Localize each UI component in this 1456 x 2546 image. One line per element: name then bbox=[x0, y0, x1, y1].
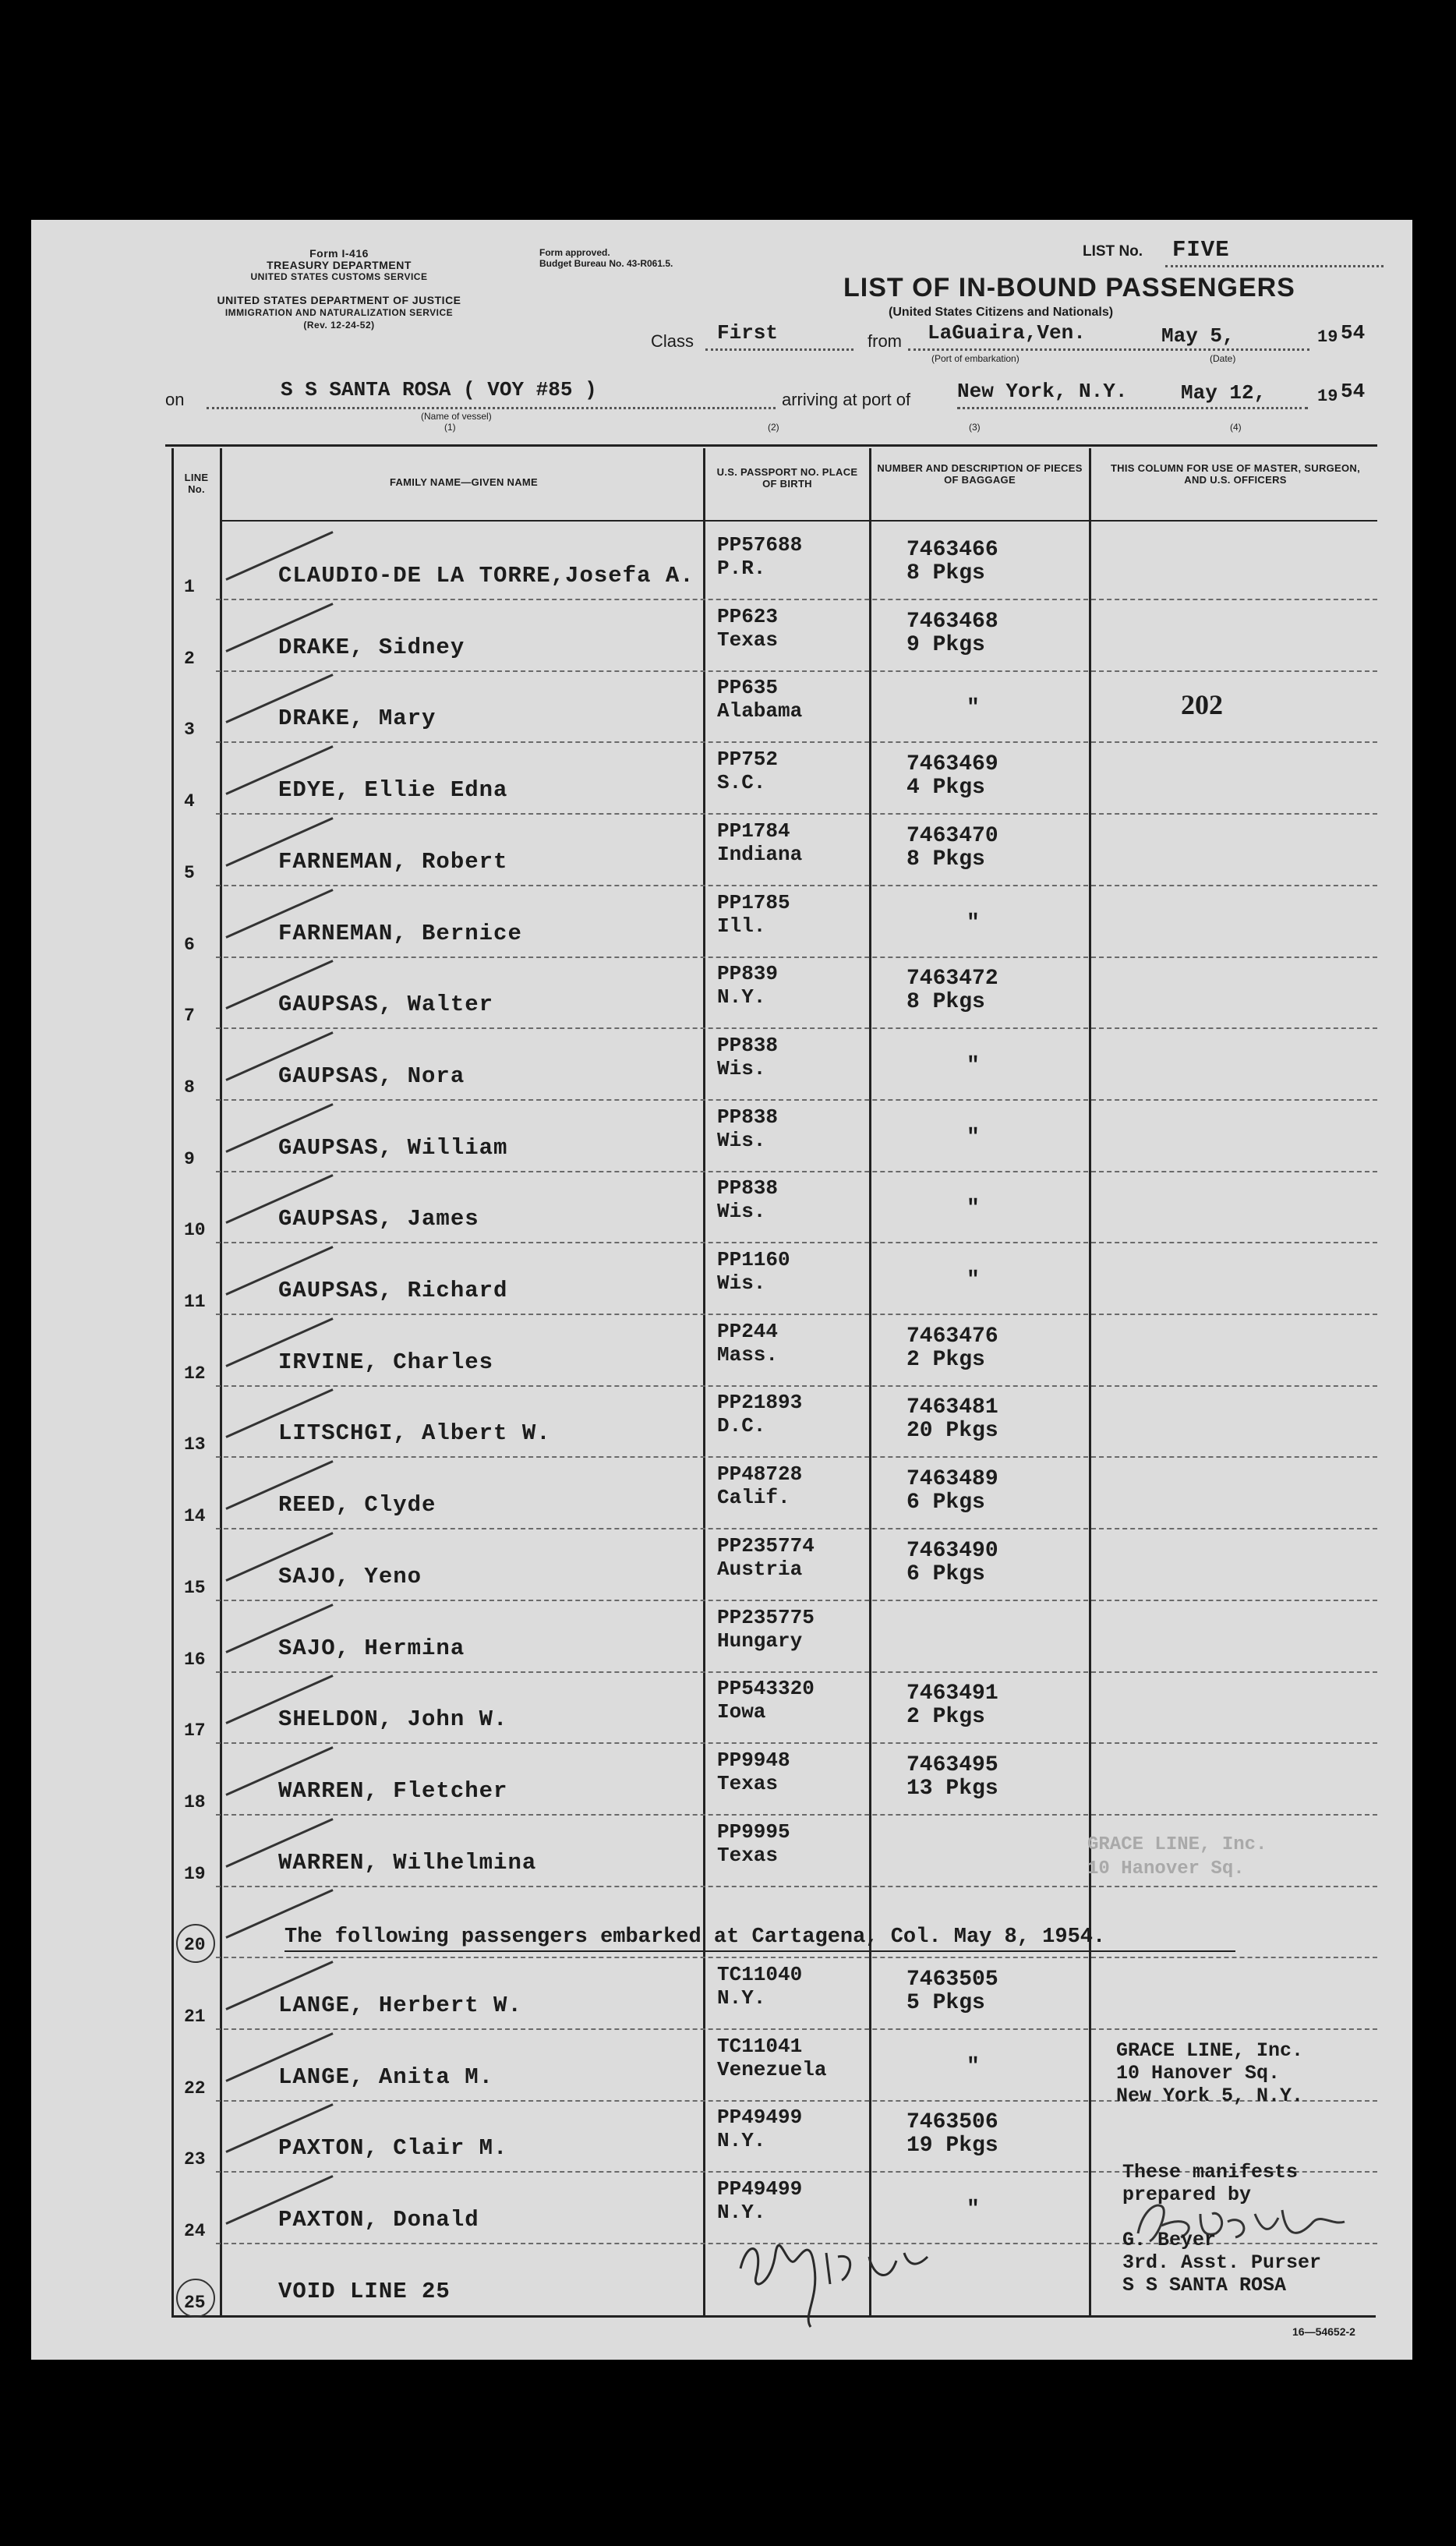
passenger-name: IRVINE, Charles bbox=[278, 1349, 494, 1375]
passport-number: PP1785 bbox=[717, 891, 790, 914]
passport-number: PP9948 bbox=[717, 1749, 790, 1772]
passport-number: PP838 bbox=[717, 1176, 779, 1200]
line-number: 15 bbox=[184, 1578, 206, 1598]
arrival-date: May 12, bbox=[1181, 381, 1267, 405]
line-number: 1 bbox=[184, 577, 195, 597]
passport-number: PP635 bbox=[717, 676, 779, 699]
passenger-name: GAUPSAS, William bbox=[278, 1135, 508, 1161]
faded-stamp-line2: 10 Hanover Sq. bbox=[1087, 1858, 1245, 1879]
baggage-number: 7463490 bbox=[906, 1539, 998, 1563]
passport-number: PP235775 bbox=[717, 1606, 815, 1629]
preparer-line1: These manifests bbox=[1122, 2161, 1299, 2184]
baggage-number: " bbox=[967, 1268, 980, 1292]
passport-number: PP839 bbox=[717, 962, 779, 985]
from-underline bbox=[908, 348, 1309, 351]
passport-number: PP838 bbox=[717, 1034, 779, 1057]
line20-circle bbox=[176, 1924, 215, 1963]
customs-service: UNITED STATES CUSTOMS SERVICE bbox=[250, 271, 428, 282]
line-number: 8 bbox=[184, 1077, 195, 1098]
place-of-birth: Texas bbox=[717, 1772, 779, 1795]
passenger-name: SHELDON, John W. bbox=[278, 1706, 508, 1732]
place-of-birth: Hungary bbox=[717, 1629, 803, 1653]
form-number: Form I-416 bbox=[309, 247, 369, 260]
baggage-number: 7463505 bbox=[906, 1968, 998, 1992]
place-of-birth: Iowa bbox=[717, 1700, 766, 1724]
place-of-birth: Texas bbox=[717, 1844, 779, 1867]
place-of-birth: Alabama bbox=[717, 699, 803, 723]
col-header-baggage: NUMBER AND DESCRIPTION OF PIECES OF BAGGAGE bbox=[877, 462, 1083, 486]
baggage-pieces: 2 Pkgs bbox=[906, 1705, 985, 1729]
handwritten-mark bbox=[733, 2222, 951, 2335]
col-divider-passport bbox=[869, 448, 871, 2315]
header-rule bbox=[220, 520, 1377, 522]
row-divider bbox=[216, 1600, 1377, 1601]
baggage-number: 7463495 bbox=[906, 1753, 998, 1777]
form-code: 16—54652-2 bbox=[1292, 2325, 1355, 2338]
passenger-name: GAUPSAS, Richard bbox=[278, 1278, 508, 1303]
line-number: 4 bbox=[184, 791, 195, 812]
passport-number: PP49499 bbox=[717, 2106, 803, 2129]
page-subtitle: (United States Citizens and Nationals) bbox=[889, 306, 1114, 319]
passport-number: PP623 bbox=[717, 605, 779, 628]
place-of-birth: Wis. bbox=[717, 1057, 766, 1080]
place-of-birth: Wis. bbox=[717, 1129, 766, 1152]
passport-number: PP838 bbox=[717, 1105, 779, 1129]
line-number: 16 bbox=[184, 1650, 206, 1670]
ins-service: IMMIGRATION AND NATURALIZATION SERVICE bbox=[224, 307, 454, 318]
baggage-number: 7463466 bbox=[906, 538, 998, 562]
row-divider bbox=[216, 885, 1377, 886]
row-divider bbox=[216, 1314, 1377, 1315]
class-underline bbox=[705, 348, 853, 351]
row-divider bbox=[216, 1886, 1377, 1887]
passenger-name: DRAKE, Sidney bbox=[278, 635, 465, 660]
on-label: on bbox=[165, 390, 185, 409]
line-number: 21 bbox=[184, 2007, 206, 2027]
passport-number: PP235774 bbox=[717, 1534, 815, 1558]
line-number: 10 bbox=[184, 1220, 206, 1240]
treasury-dept: TREASURY DEPARTMENT bbox=[267, 259, 412, 271]
port-of-embarkation: LaGuaira,Ven. bbox=[928, 321, 1086, 345]
list-number-underline bbox=[1165, 265, 1384, 267]
embarkation-year-prefix: 19 bbox=[1317, 327, 1338, 347]
baggage-number: " bbox=[967, 1054, 980, 1078]
baggage-pieces: 4 Pkgs bbox=[906, 776, 985, 800]
line-number: 5 bbox=[184, 863, 195, 883]
baggage-pieces: 20 Pkgs bbox=[906, 1419, 998, 1443]
line-number: 2 bbox=[184, 649, 195, 669]
line-number: 11 bbox=[184, 1292, 206, 1312]
line-number: 14 bbox=[184, 1506, 206, 1526]
embarkation-date: May 5, bbox=[1161, 324, 1235, 348]
vessel-name: S S SANTA ROSA ( VOY #85 ) bbox=[281, 378, 597, 401]
baggage-pieces: 6 Pkgs bbox=[906, 1490, 985, 1515]
place-of-birth: Austria bbox=[717, 1558, 803, 1581]
passenger-name: VOID LINE 25 bbox=[278, 2279, 451, 2304]
col-num-2: (2) bbox=[768, 422, 779, 433]
passenger-name: SAJO, Yeno bbox=[278, 1564, 422, 1589]
row-divider bbox=[216, 1385, 1377, 1387]
baggage-number: " bbox=[967, 2198, 980, 2222]
baggage-number: " bbox=[967, 2055, 980, 2079]
passenger-name: CLAUDIO-DE LA TORRE,Josefa A. bbox=[278, 563, 694, 589]
passenger-name: SAJO, Hermina bbox=[278, 1635, 465, 1661]
baggage-number: 7463469 bbox=[906, 752, 998, 776]
place-of-birth: Indiana bbox=[717, 843, 803, 866]
col-header-passport: U.S. PASSPORT NO. PLACE OF BIRTH bbox=[716, 466, 858, 490]
table-top-border bbox=[165, 444, 1377, 447]
place-of-birth: Venezuela bbox=[717, 2058, 827, 2081]
row-divider bbox=[216, 1671, 1377, 1673]
baggage-number: 7463468 bbox=[906, 610, 998, 634]
embarkation-year: 54 bbox=[1341, 321, 1366, 345]
baggage-number: 7463489 bbox=[906, 1467, 998, 1491]
baggage-number: 7463476 bbox=[906, 1324, 998, 1349]
place-of-birth: Wis. bbox=[717, 1271, 766, 1295]
baggage-pieces: 2 Pkgs bbox=[906, 1348, 985, 1372]
agent-line3: New York 5, N.Y. bbox=[1116, 2085, 1304, 2107]
baggage-pieces: 19 Pkgs bbox=[906, 2134, 998, 2158]
row-divider bbox=[216, 599, 1377, 600]
baggage-pieces: 13 Pkgs bbox=[906, 1777, 998, 1801]
passenger-name: DRAKE, Mary bbox=[278, 705, 436, 731]
line20-note: The following passengers embarked at Cartagena, Col. May 8, 1954. bbox=[284, 1925, 1106, 1949]
table-left-border bbox=[171, 448, 174, 2315]
arrival-underline bbox=[957, 407, 1308, 409]
line-number: 17 bbox=[184, 1720, 206, 1741]
passenger-name: GAUPSAS, James bbox=[278, 1206, 479, 1232]
baggage-number: " bbox=[967, 1197, 980, 1221]
preparer-line2: prepared by bbox=[1122, 2184, 1252, 2206]
passport-number: PP57688 bbox=[717, 533, 803, 557]
passenger-name: LITSCHGI, Albert W. bbox=[278, 1420, 551, 1446]
line20-underline bbox=[284, 1950, 1235, 1952]
page-title: LIST OF IN-BOUND PASSENGERS bbox=[843, 273, 1295, 302]
passenger-name: GAUPSAS, Nora bbox=[278, 1063, 465, 1089]
row-divider bbox=[216, 670, 1377, 672]
official-use-note: 202 bbox=[1181, 689, 1223, 720]
passenger-name: GAUPSAS, Walter bbox=[278, 992, 494, 1017]
line-number: 3 bbox=[184, 720, 195, 740]
baggage-number: 7463470 bbox=[906, 824, 998, 848]
passport-number: PP1160 bbox=[717, 1248, 790, 1271]
baggage-pieces: 8 Pkgs bbox=[906, 847, 985, 872]
passenger-name: WARREN, Wilhelmina bbox=[278, 1850, 537, 1876]
passenger-name: PAXTON, Donald bbox=[278, 2207, 479, 2233]
agent-line2: 10 Hanover Sq. bbox=[1116, 2062, 1281, 2085]
row-divider bbox=[216, 1027, 1377, 1029]
line-number: 18 bbox=[184, 1792, 206, 1812]
passenger-name: FARNEMAN, Robert bbox=[278, 849, 508, 875]
line-number: 24 bbox=[184, 2221, 206, 2241]
passport-number: TC11041 bbox=[717, 2035, 803, 2058]
col-num-1: (1) bbox=[444, 422, 456, 433]
line-number: 12 bbox=[184, 1363, 206, 1384]
passenger-name: LANGE, Anita M. bbox=[278, 2064, 494, 2090]
agent-line1: GRACE LINE, Inc. bbox=[1116, 2039, 1304, 2062]
place-of-birth: N.Y. bbox=[717, 2201, 766, 2224]
class-value: First bbox=[717, 321, 779, 345]
line-number: 9 bbox=[184, 1149, 195, 1169]
arrival-year: 54 bbox=[1341, 380, 1366, 403]
row-divider bbox=[216, 1957, 1377, 1958]
baggage-number: " bbox=[967, 1126, 980, 1150]
col-divider-baggage bbox=[1089, 448, 1091, 2315]
passport-number: PP543320 bbox=[717, 1677, 815, 1700]
row-divider bbox=[216, 1814, 1377, 1816]
baggage-pieces: 8 Pkgs bbox=[906, 990, 985, 1014]
budget-bureau: Budget Bureau No. 43-R061.5. bbox=[539, 258, 673, 269]
line-number: 22 bbox=[184, 2078, 206, 2099]
baggage-number: " bbox=[967, 911, 980, 935]
baggage-pieces: 9 Pkgs bbox=[906, 633, 985, 657]
place-of-birth: Ill. bbox=[717, 914, 766, 938]
passport-number: PP21893 bbox=[717, 1391, 803, 1414]
passenger-name: REED, Clyde bbox=[278, 1492, 436, 1518]
preparer-line4: 3rd. Asst. Purser bbox=[1122, 2251, 1322, 2274]
port-caption: (Port of embarkation) bbox=[931, 353, 1020, 364]
row-divider bbox=[216, 813, 1377, 815]
passport-number: PP48728 bbox=[717, 1462, 803, 1486]
col-num-4: (4) bbox=[1230, 422, 1242, 433]
form-approved: Form approved. bbox=[539, 247, 610, 258]
preparer-line3: G. Beyer bbox=[1122, 2229, 1217, 2251]
passenger-name: WARREN, Fletcher bbox=[278, 1778, 508, 1804]
col-header-line: LINE No. bbox=[184, 472, 209, 495]
row-divider bbox=[216, 1242, 1377, 1243]
baggage-pieces: 6 Pkgs bbox=[906, 1562, 985, 1586]
col-divider-name bbox=[703, 448, 705, 2315]
baggage-number: 7463472 bbox=[906, 967, 998, 991]
place-of-birth: N.Y. bbox=[717, 2129, 766, 2152]
arrival-port: New York, N.Y. bbox=[957, 380, 1128, 403]
line-number: 20 bbox=[184, 1935, 206, 1955]
passport-number: TC11040 bbox=[717, 1963, 803, 1986]
line-number: 25 bbox=[184, 2293, 206, 2313]
place-of-birth: Calif. bbox=[717, 1486, 790, 1509]
vessel-caption: (Name of vessel) bbox=[421, 411, 492, 422]
list-number-label: LIST No. bbox=[1083, 243, 1143, 260]
row-divider bbox=[216, 741, 1377, 743]
passenger-name: EDYE, Ellie Edna bbox=[278, 777, 508, 803]
baggage-number: " bbox=[967, 696, 980, 720]
from-label: from bbox=[868, 331, 902, 351]
place-of-birth: P.R. bbox=[717, 557, 766, 580]
place-of-birth: N.Y. bbox=[717, 985, 766, 1009]
passport-number: PP1784 bbox=[717, 819, 790, 843]
passenger-name: LANGE, Herbert W. bbox=[278, 1993, 522, 2018]
revision: (Rev. 12-24-52) bbox=[303, 320, 375, 331]
row-divider bbox=[216, 1456, 1377, 1458]
passport-number: PP49499 bbox=[717, 2177, 803, 2201]
arriving-label: arriving at port of bbox=[782, 390, 911, 409]
baggage-pieces: 5 Pkgs bbox=[906, 1991, 985, 2015]
row-divider bbox=[216, 2028, 1377, 2030]
place-of-birth: Wis. bbox=[717, 1200, 766, 1223]
preparer-line5: S S SANTA ROSA bbox=[1122, 2274, 1287, 2297]
passenger-name: FARNEMAN, Bernice bbox=[278, 921, 522, 946]
col-divider-line bbox=[220, 448, 222, 2315]
row-divider bbox=[216, 1528, 1377, 1529]
col-header-name: FAMILY NAME—GIVEN NAME bbox=[389, 476, 539, 488]
line-number: 23 bbox=[184, 2149, 206, 2169]
arrival-year-prefix: 19 bbox=[1317, 387, 1338, 406]
faded-stamp-line1: GRACE LINE, Inc. bbox=[1087, 1834, 1267, 1855]
row-divider bbox=[216, 1742, 1377, 1744]
passenger-name: PAXTON, Clair M. bbox=[278, 2135, 508, 2161]
baggage-pieces: 8 Pkgs bbox=[906, 561, 985, 585]
passport-number: PP9995 bbox=[717, 1820, 790, 1844]
row-divider bbox=[216, 957, 1377, 958]
place-of-birth: S.C. bbox=[717, 771, 766, 794]
passport-number: PP752 bbox=[717, 748, 779, 771]
vessel-underline bbox=[207, 407, 776, 409]
line-number: 19 bbox=[184, 1864, 206, 1884]
row-divider bbox=[216, 1171, 1377, 1172]
row-divider bbox=[216, 1099, 1377, 1101]
baggage-number: 7463506 bbox=[906, 2110, 998, 2134]
line-number: 6 bbox=[184, 935, 195, 955]
baggage-number: 7463491 bbox=[906, 1681, 998, 1706]
place-of-birth: Mass. bbox=[717, 1343, 779, 1367]
line25-circle bbox=[176, 2279, 215, 2318]
place-of-birth: N.Y. bbox=[717, 1986, 766, 2010]
line-number: 7 bbox=[184, 1006, 195, 1026]
col-num-3: (3) bbox=[969, 422, 981, 433]
date-caption: (Date) bbox=[1210, 353, 1236, 364]
col-header-official-use: THIS COLUMN FOR USE OF MASTER, SURGEON, AND U.S. OFFICERS bbox=[1110, 462, 1361, 486]
line-number: 13 bbox=[184, 1434, 206, 1455]
baggage-number: 7463481 bbox=[906, 1395, 998, 1420]
list-number-value: FIVE bbox=[1172, 237, 1230, 263]
place-of-birth: Texas bbox=[717, 628, 779, 652]
class-label: Class bbox=[651, 331, 694, 351]
place-of-birth: D.C. bbox=[717, 1414, 766, 1437]
justice-dept: UNITED STATES DEPARTMENT OF JUSTICE bbox=[217, 294, 461, 306]
passport-number: PP244 bbox=[717, 1320, 779, 1343]
